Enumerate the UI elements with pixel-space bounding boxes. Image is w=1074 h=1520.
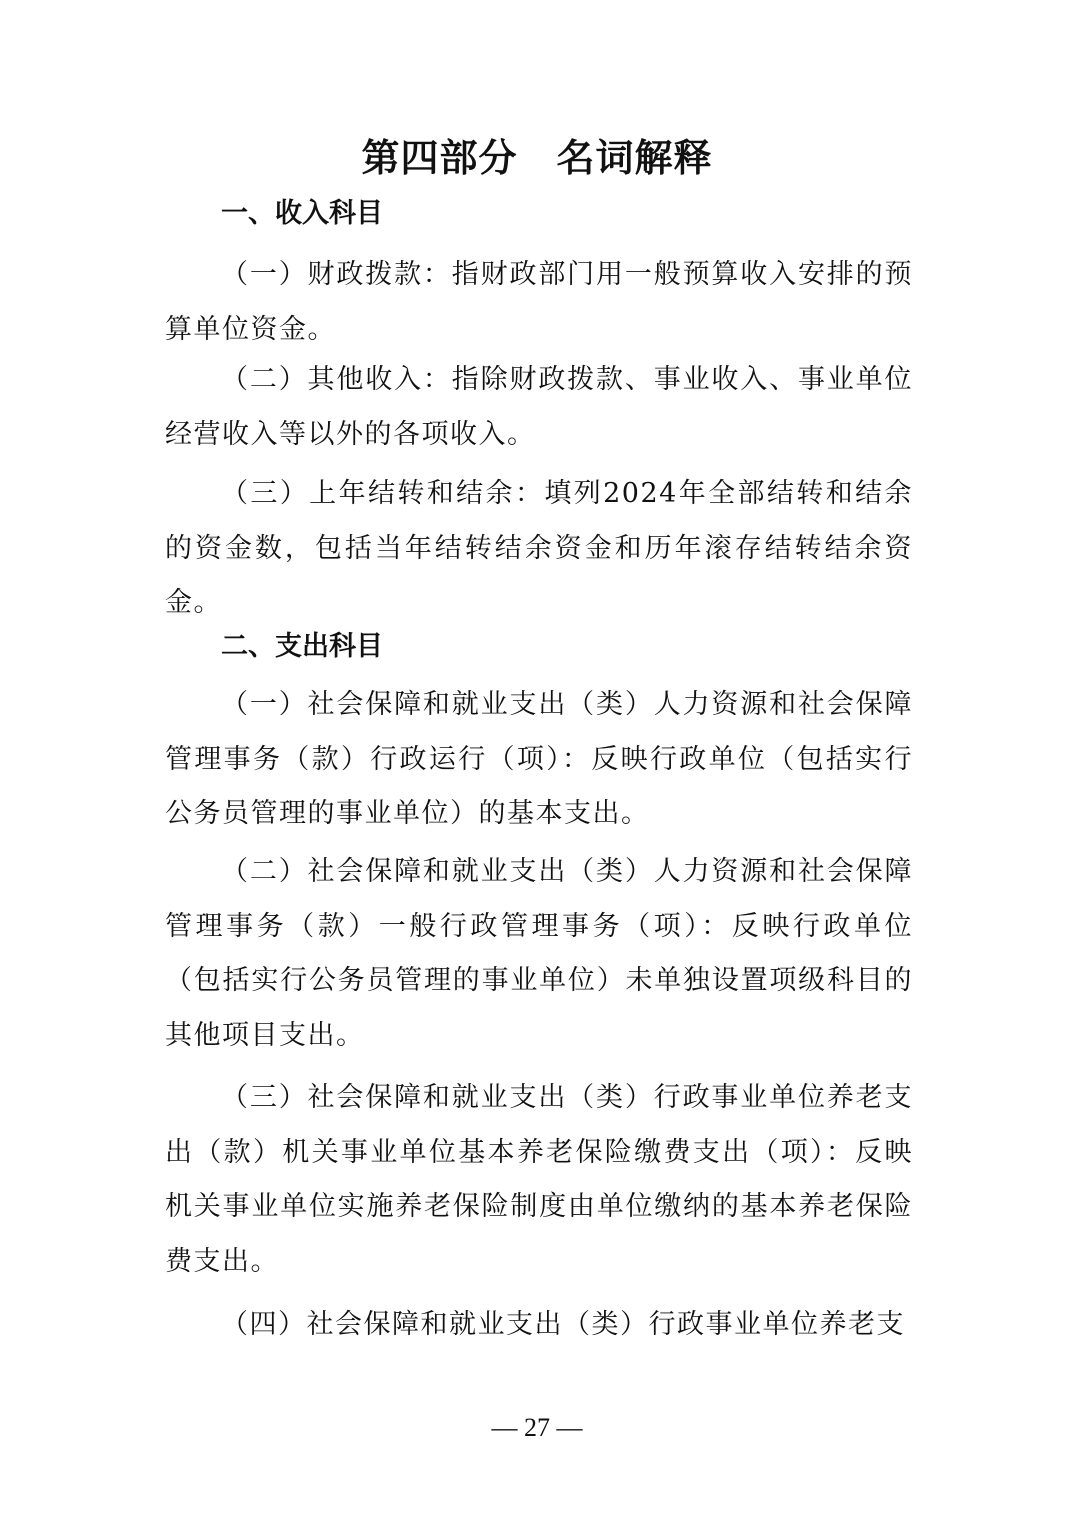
page-number: — 27 — (491, 1413, 583, 1442)
paragraph-income-3: （三）上年结转和结余：填列2024年全部结转和结余的资金数，包括当年结转结余资金和历年滚存结转结余资金。 (165, 478, 913, 618)
section-heading-income: 一、收入科目 (221, 198, 383, 229)
paragraph-income-1: （一）财政拨款：指财政部门用一般预算收入安排的预算单位资金。 (165, 259, 913, 345)
section-heading-expense: 二、支出科目 (221, 631, 383, 662)
paragraph-expense-3: （三）社会保障和就业支出（类）行政事业单位养老支出（款）机关事业单位基本养老保险缴费支出（项）：反映机关事业单位实施养老保险制度由单位缴纳的基本养老保险费支出。 (165, 1082, 913, 1277)
paragraph-income-2: （二）其他收入：指除财政拨款、事业收入、事业单位经营收入等以外的各项收入。 (165, 364, 913, 450)
paragraph-expense-2: （二）社会保障和就业支出（类）人力资源和社会保障管理事务（款）一般行政管理事务（项）：反映行政单位（包括实行公务员管理的事业单位）未单独设置项级科目的其他项目支出。 (165, 856, 913, 1051)
page-title: 第四部分 名词解释 (361, 136, 713, 180)
paragraph-expense-1: （一）社会保障和就业支出（类）人力资源和社会保障管理事务（款）行政运行（项）：反映行政单位（包括实行公务员管理的事业单位）的基本支出。 (165, 689, 913, 829)
paragraph-expense-4: （四）社会保障和就业支出（类）行政事业单位养老支 (221, 1309, 905, 1340)
